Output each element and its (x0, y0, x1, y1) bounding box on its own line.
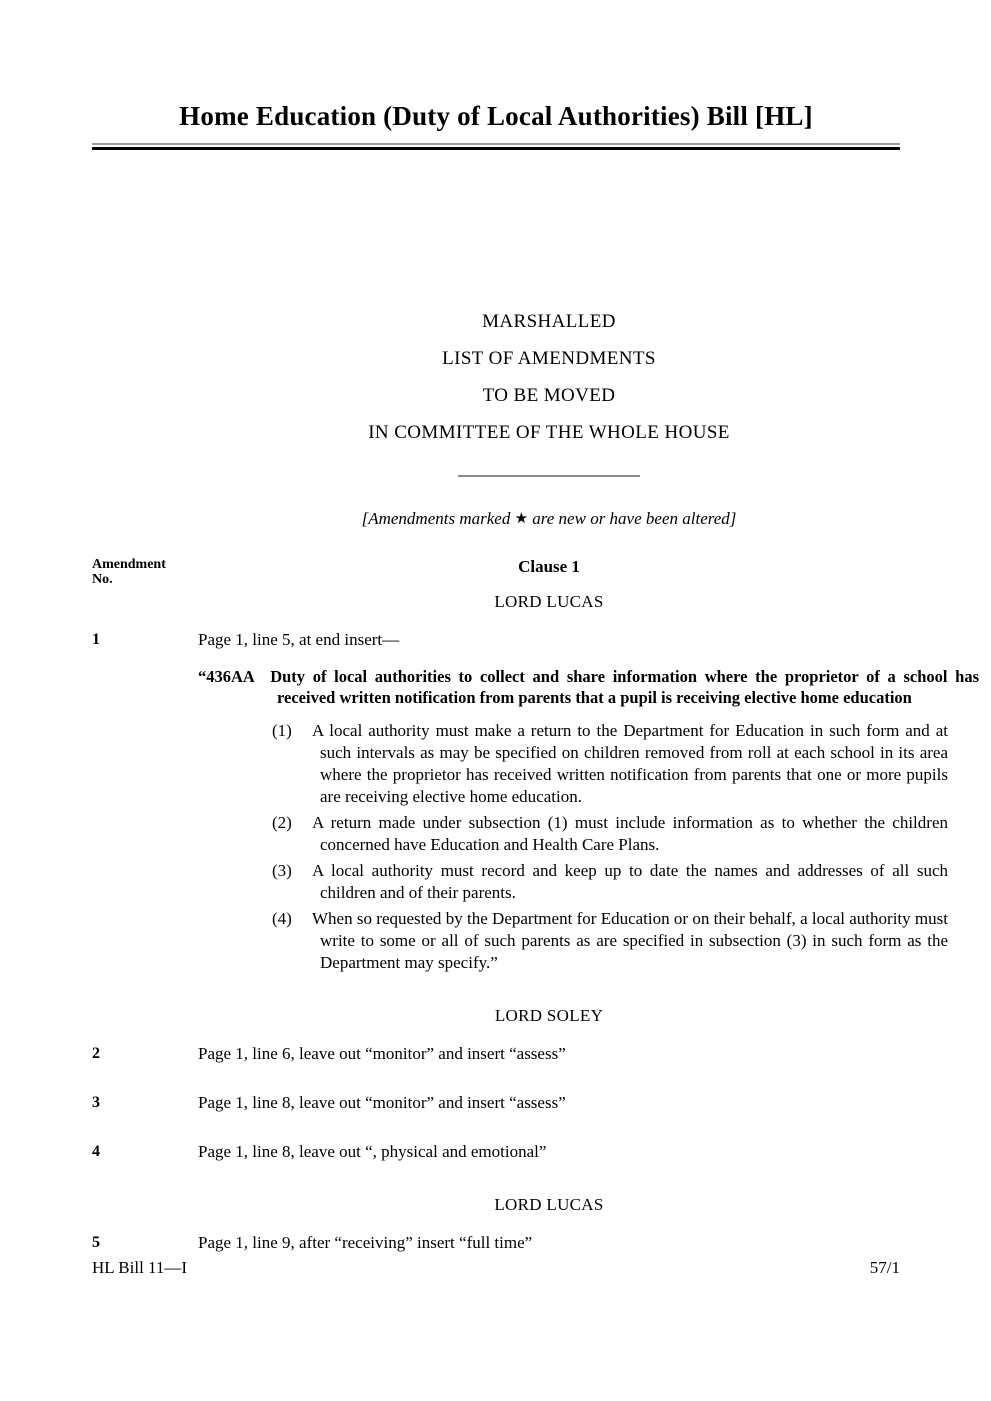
amendment-no-header-line2: No. (92, 572, 113, 587)
subsection-marker-3: (3) (272, 861, 292, 880)
title-rule-thick (92, 147, 900, 150)
subsection-text-2: A return made under subsection (1) must include information as to whether the children concerned have Education and Health Care Plans. (312, 813, 948, 854)
subsection-3 (272, 860, 948, 904)
amendment-number-3: 3 (92, 1094, 100, 1111)
amendment-instruction-2: Page 1, line 6, leave out “monitor” and insert “assess” (198, 1044, 566, 1063)
star-icon: ★ (514, 511, 529, 527)
sponsor-lord-soley: LORD SOLEY (494, 1006, 604, 1025)
title-double-rule (92, 143, 900, 150)
footer-bill-number: HL Bill 11—I (92, 1258, 188, 1277)
masthead-line-marshalled: MARSHALLED (482, 311, 616, 332)
sponsor-lord-lucas-1: LORD LUCAS (494, 592, 604, 611)
subsection-text-4: When so requested by the Department for Education or on their behalf, a local authority must write to some or all of such parents as are specified in subsection (3) in such form as the Department may specify.” (312, 909, 948, 972)
subsection-marker-1: (1) (272, 721, 292, 740)
amendment-instruction-1: Page 1, line 5, at end insert— (198, 630, 400, 649)
note-open-bracket: [ (361, 509, 369, 528)
amendment-number-5: 5 (92, 1234, 100, 1251)
amendments-marked-note (198, 509, 900, 529)
footer-page-number: 57/1 (869, 1258, 900, 1277)
note-text-before-star: Amendments marked (368, 509, 515, 528)
amendment-item-3 (92, 1091, 900, 1114)
subsection-text-1: A local authority must make a return to the Department for Education in such form and at such intervals as may be specified on children removed from roll at each school in its area where the proprietor has received written notification from parents that one or more pupils are receiving elective home education. (312, 721, 948, 806)
note-text-after-star: are new or have been altered (528, 509, 730, 528)
amendment-instruction-4: Page 1, line 8, leave out “, physical and emotional” (198, 1142, 547, 1161)
masthead-line-list-of-amendments: LIST OF AMENDMENTS (442, 348, 656, 369)
inserted-provision-marker: “436AA (198, 667, 255, 686)
title-block (92, 100, 900, 150)
inserted-provision-heading-text: Duty of local authorities to collect and share information where the proprietor of a school has received written notification from parents that a pupil is receiving elective home education (270, 667, 979, 707)
subsection-1 (272, 720, 948, 808)
amendment-item-4 (92, 1140, 900, 1163)
subsection-2 (272, 812, 948, 856)
subsection-marker-4: (4) (272, 909, 292, 928)
inserted-provision-heading (198, 666, 979, 708)
masthead-line-in-committee: IN COMMITTEE OF THE WHOLE HOUSE (368, 422, 730, 443)
amendment-item-2 (92, 1042, 900, 1065)
clause-heading: Clause 1 (518, 557, 580, 576)
masthead-block (198, 303, 900, 477)
amendment-item-1 (92, 628, 900, 651)
subsection-4 (272, 908, 948, 974)
page-title: Home Education (Duty of Local Authorities) Bill [HL] (179, 101, 813, 131)
masthead-line-to-be-moved: TO BE MOVED (482, 385, 616, 406)
amendment-instruction-5: Page 1, line 9, after “receiving” insert “full time” (198, 1233, 533, 1252)
amendment-number-1: 1 (92, 631, 100, 648)
masthead-divider-rule (458, 475, 640, 477)
amendment-item-5 (92, 1231, 900, 1254)
sponsor-lord-lucas-2: LORD LUCAS (494, 1195, 604, 1214)
amendments-body (92, 555, 979, 1254)
subsection-marker-2: (2) (272, 813, 292, 832)
amendment-no-header-line1: Amendment (92, 557, 166, 572)
subsection-text-3: A local authority must record and keep up to date the names and addresses of all such children and of their parents. (312, 861, 948, 902)
amendment-number-4: 4 (92, 1143, 100, 1160)
amendment-instruction-3: Page 1, line 8, leave out “monitor” and insert “assess” (198, 1093, 566, 1112)
note-close-bracket: ] (729, 509, 737, 528)
page-footer (92, 1257, 900, 1279)
amendment-number-2: 2 (92, 1045, 100, 1062)
